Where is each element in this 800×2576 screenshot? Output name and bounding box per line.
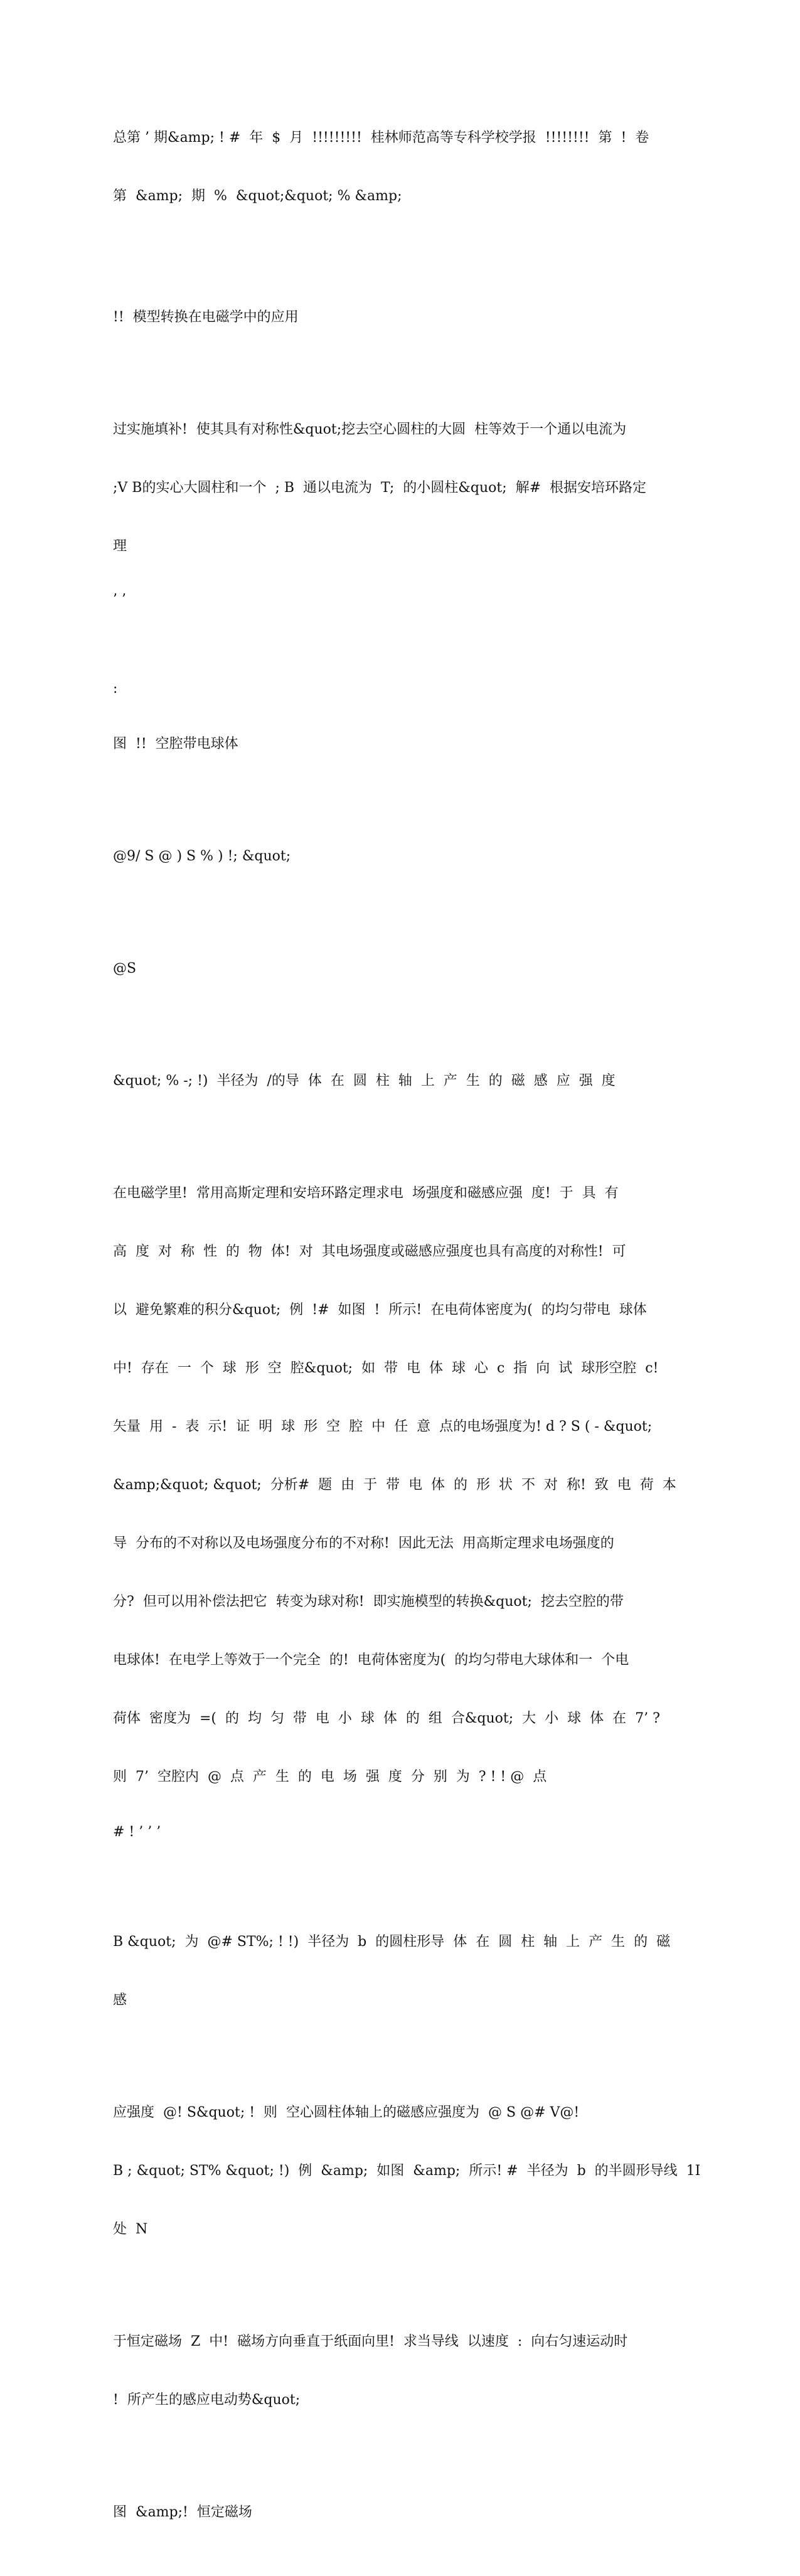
- text-line: 中! 存在 一 个 球 形 空 腔&quot; 如 带 电 体 球 心 c 指 向 试 球形空腔 c!: [113, 1360, 659, 1376]
- formula-line-1: [113, 808, 665, 905]
- paragraph-cylinder: [113, 1893, 671, 2049]
- text-line: :: [113, 681, 118, 697]
- section-title: [113, 269, 665, 366]
- document-page: [113, 89, 701, 2576]
- paragraph-example-2: [113, 2064, 701, 2278]
- text-line: 于恒定磁场 Z 中! 磁场方向垂直于纸面向里! 求当导线 以速度 : 向右匀速运动时: [113, 2334, 628, 2349]
- text-line: &amp;&quot; &quot; 分析# 题 由 于 带 电 体 的 形 状 不 对 称! 致 电 荷 本: [113, 1477, 676, 1493]
- text-line: B &quot; 为 @# ST%; ! !) 半径为 b 的圆柱形导 体 在 圆 柱 轴 上 产 生 的 磁: [113, 1934, 671, 1950]
- text-line: 处 N: [113, 2221, 148, 2237]
- text-line: @S: [113, 961, 137, 976]
- text-line: 应强度 @! S&quot; ! 则 空心圆柱体轴上的磁感应强度为 @ S @# V@!: [113, 2105, 580, 2120]
- formula-line-2: [113, 920, 665, 1017]
- text-line: 过实施填补! 使其具有对称性&quot;挖去空心圆柱的大圆 柱等效于一个通以电流为: [113, 422, 627, 437]
- text-line: B ; &quot; ST% &quot; !) 例 &amp; 如图 &amp; 所示! # 半径为 b 的半圆形导线 1I: [113, 2163, 701, 2179]
- text-line: 导 分布的不对称以及电场强度分布的不对称! 因此无法 用高斯定理求电场强度的: [113, 1536, 614, 1551]
- text-line: ! 所产生的感应电动势&quot;: [113, 2392, 301, 2408]
- text-line: &quot; % -; !) 半径为 /的导 体 在 圆 柱 轴 上 产 生 的 磁 感 应 强 度: [113, 1073, 616, 1089]
- text-line: # ! ’ ’ ’: [113, 1824, 161, 1840]
- figure-caption-2: [113, 2464, 665, 2561]
- text-line: 矢量 用 - 表 示! 证 明 球 形 空 腔 中 任 意 点的电场强度为! d ? S ( - &quot;: [113, 1419, 653, 1435]
- text-line: 高 度 对 称 性 的 物 体! 对 其电场强度或磁感应强度也具有高度的对称性! 可: [113, 1244, 626, 1259]
- text-line: @9/ S @ ) S % ) !; &quot;: [113, 848, 291, 864]
- text-line: 荷体 密度为 =( 的 均 匀 带 电 小 球 体 的 组 合&quot; 大 小 球 体 在 7’ ?: [113, 1711, 660, 1726]
- formula-line-3: [113, 1032, 665, 1130]
- text-line: 图 &amp;! 恒定磁场: [113, 2504, 252, 2520]
- text-line: 则 7’ 空腔内 @ 点 产 生 的 电 场 强 度 分 别 为 ? ! ! @ 点: [113, 1769, 547, 1785]
- figure-caption-1: 图 !! 空腔带电球体: [113, 736, 238, 752]
- text-line: 理: [113, 538, 127, 554]
- text-line: 电球体! 在电学上等效于一个完全 的! 电荷体密度为( 的均匀带电大球体和一 个电: [113, 1652, 629, 1668]
- text-line: 感: [113, 1992, 127, 2008]
- header-line-2: 第 &amp; 期 % &quot;&quot; % &amp;: [113, 188, 402, 204]
- text-line: 在电磁学里! 常用高斯定理和安培环路定理求电 场强度和磁感应强 度! 于 具 有: [113, 1185, 619, 1201]
- paragraph-main-body: [113, 1145, 676, 1878]
- header-line-1: 总第 ’ 期&amp; ! # 年 $ 月 !!!!!!!!! 桂林师范高等专科学校学报 !!!!!!!! 第 ! 卷: [113, 130, 649, 146]
- section-title-text: !! 模型转换在电磁学中的应用: [113, 309, 299, 325]
- paragraph-fill-method: [113, 381, 665, 793]
- text-line: 以 避免繁难的积分&quot; 例 !# 如图 ! 所示! 在电荷体密度为( 的均匀带电 球体: [113, 1302, 647, 1318]
- journal-header: [113, 89, 665, 245]
- text-line: ’ ’: [113, 592, 126, 607]
- text-line: ;V B的实心大圆柱和一个 ; B 通以电流为 T; 的小圆柱&quot; 解# 根据安培环路定: [113, 480, 647, 496]
- paragraph-magnetic-field: [113, 2293, 665, 2449]
- text-line: 分? 但可以用补偿法把它 转变为球对称! 即实施模型的转换&quot; 挖去空腔的带: [113, 1594, 624, 1610]
